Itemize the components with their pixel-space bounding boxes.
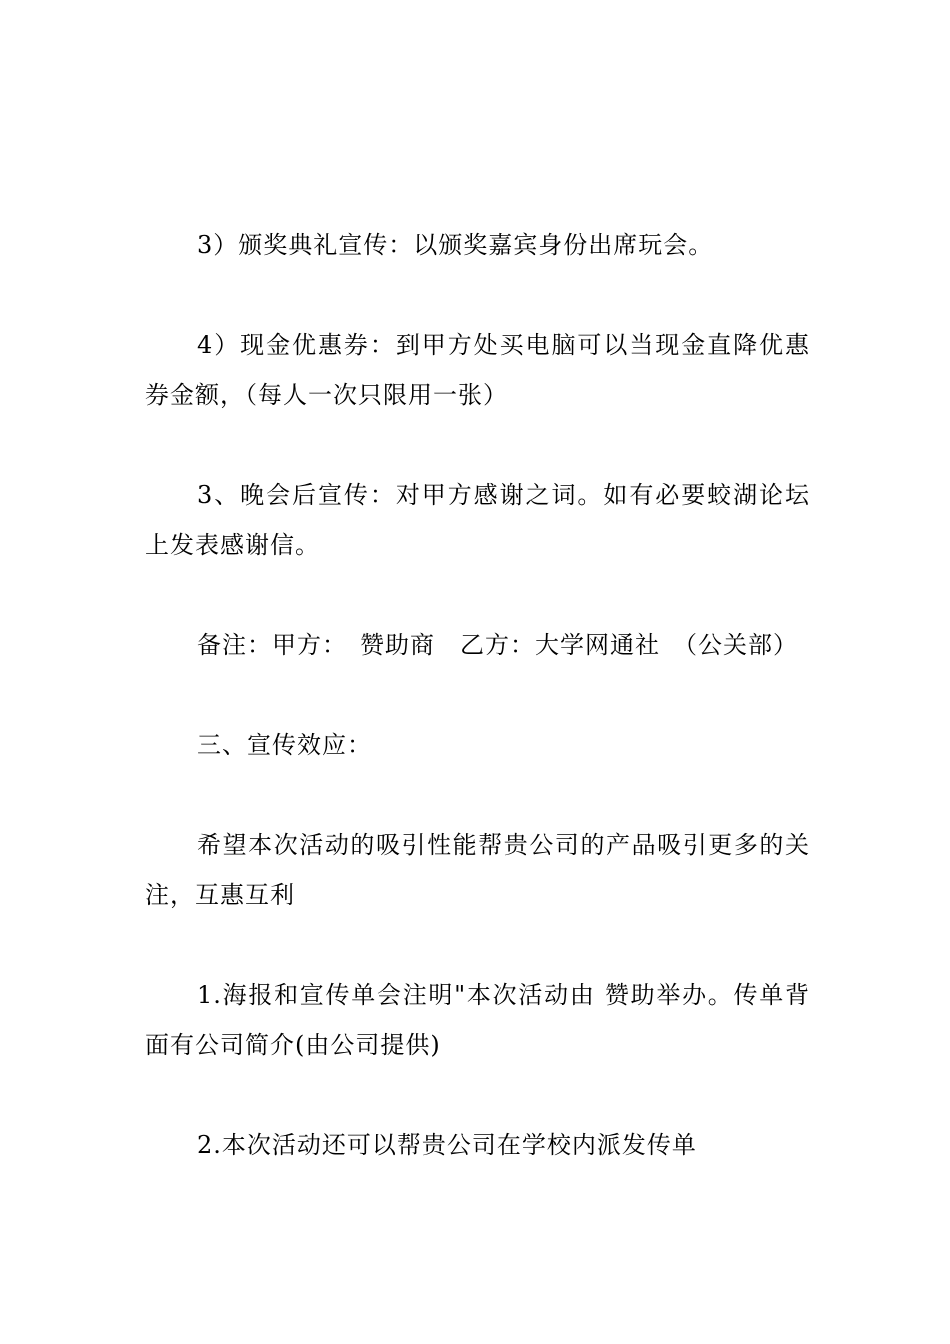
- paragraph-cash-coupon: 4）现金优惠券：到甲方处买电脑可以当现金直降优惠券金额，（每人一次只限用一张）: [145, 331, 810, 409]
- paragraph-post-event: 3、晚会后宣传：对甲方感谢之词。如有必要蛟湖论坛上发表感谢信。: [145, 481, 810, 559]
- paragraph-item-1: 1.海报和宣传单会注明"本次活动由 赞助举办。传单背面有公司简介(由公司提供): [145, 981, 810, 1059]
- paragraph-remarks: 备注：甲方： 赞助商 乙方：大学网通社 （公关部）: [197, 631, 798, 659]
- paragraph-award-ceremony: 3）颁奖典礼宣传：以颁奖嘉宾身份出席玩会。: [197, 231, 714, 259]
- document-body: [145, 220, 810, 1220]
- paragraph-item-2: 2.本次活动还可以帮贵公司在学校内派发传单: [197, 1131, 697, 1159]
- section-heading-effect: 三、宣传效应：: [197, 731, 372, 759]
- paragraph-hope: 希望本次活动的吸引性能帮贵公司的产品吸引更多的关注，互惠互利: [145, 831, 810, 909]
